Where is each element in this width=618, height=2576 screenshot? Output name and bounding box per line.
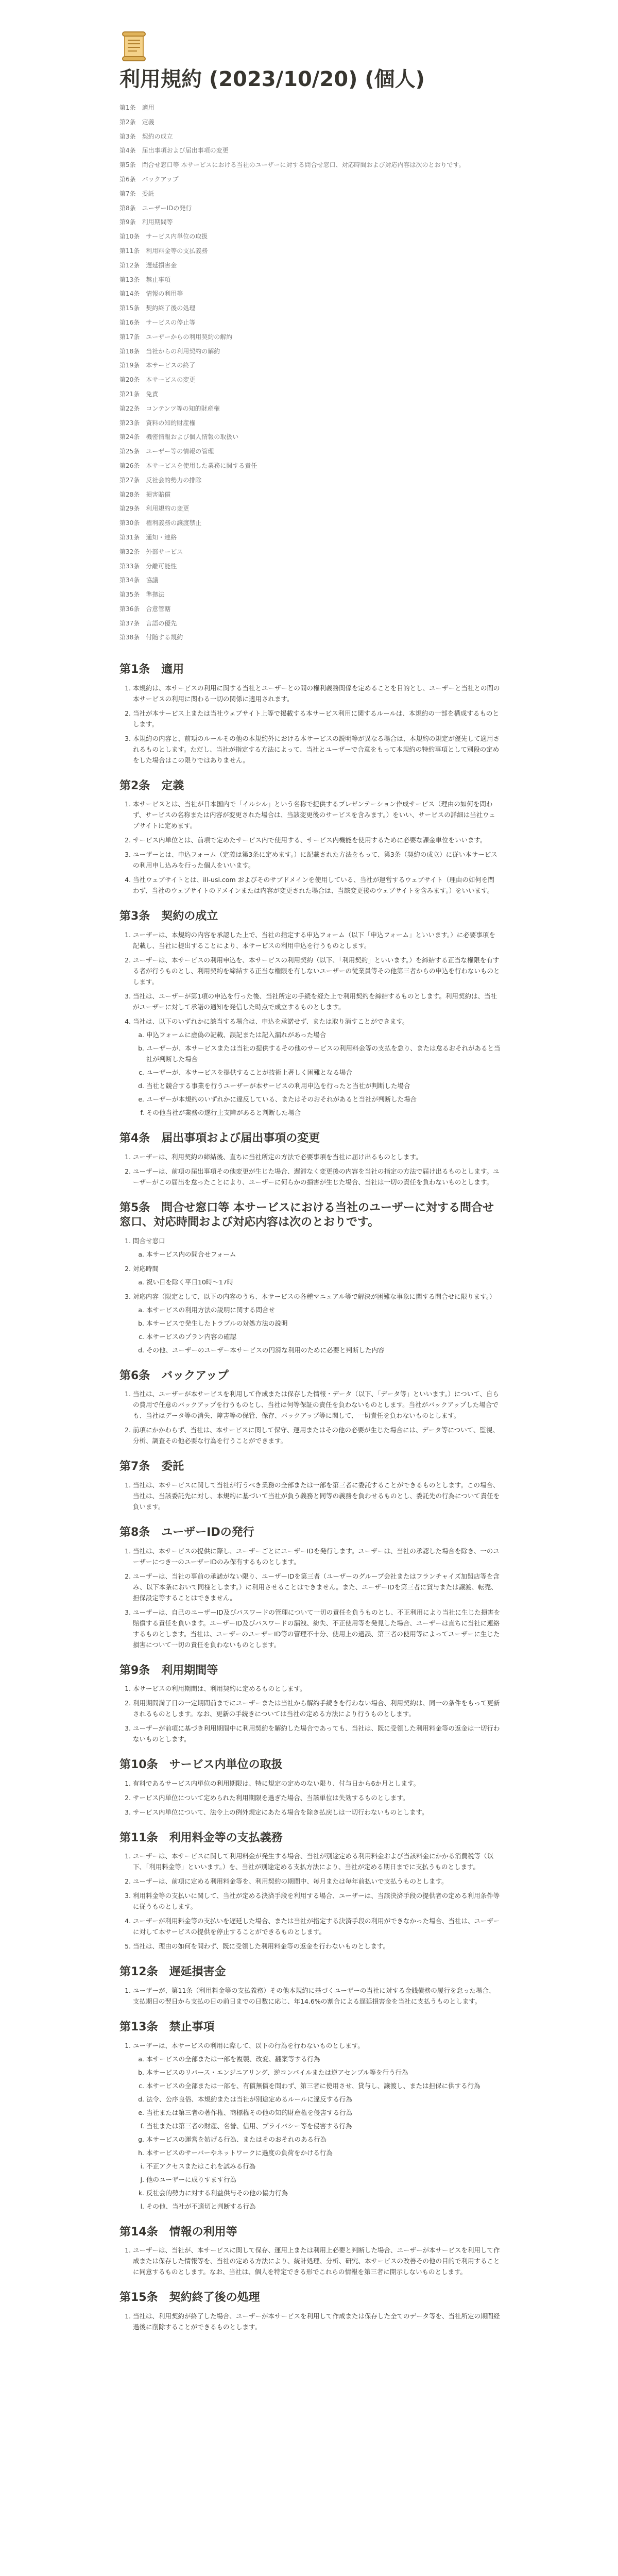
article-section [119,2020,501,2212]
article-section [119,779,501,896]
toc-link[interactable]: 第6条 バックアップ [119,175,179,183]
toc-link[interactable]: 第30条 権利義務の譲渡禁止 [119,519,202,527]
article-heading: 第15条 契約終了後の処理 [119,2291,260,2304]
sub-clause-item: k. 反社会的勢力に対する利益供与その他の協力行為 [146,2188,501,2198]
toc-link[interactable]: 第37条 言語の優先 [119,619,177,627]
clause-text: 問合せ窓口 [133,1236,165,1245]
clause-text: 当社は、本サービスに関して当社が行うべき業務の全部または一部を第三者に委託することができるものとします。この場合、当社は、当該委託先に対し、本規約に基づいて当社が負う義務と同等の義務を負わせるものとし、委託先の行為について責任を負います。 [133,1481,500,1511]
article-section [119,2291,501,2332]
sub-clause-item: c. 本サービスのプラン内容の確認 [146,1331,501,1342]
toc-link[interactable]: 第28条 損害賠償 [119,490,171,498]
clause-item [133,1235,501,1260]
clause-text: ユーザーは、当社の事前の承諾がない限り、ユーザーIDを第三者（ユーザーのグループ会社またはフランチャイズ加盟店等を含み、以下本条において同様とします。）に利用させることはできません。また、ユーザーIDを第三者に貸与または譲渡、転売、担保設定等することはできません。 [133,1572,500,1602]
toc-link[interactable]: 第21条 免責 [119,390,159,398]
article-section [119,1131,501,1188]
sub-clause-item: j. 他のユーザーに成りすます行為 [146,2174,501,2185]
sub-clause-item: d. その他、ユーザーのユーザー本サービスの円滑な利用のために必要と判断した内容 [146,1345,501,1355]
clause-text: 当社ウェブサイトとは、ill-usi.com およびそのサブドメインを使用している、当社が運営するウェブサイト（理由の如何を問わず、当社のウェブサイトのドメインまたは内容が変更された場合は、当該変更後のウェブサイトを含みます。）をいいます。 [133,876,494,895]
clause-text: 当社は、ユーザーが本サービスを利用して作成または保存した情報・データ（以下、「データ等」といいます。）について、自らの費用で任意のバックアップを行うものとし、当社は何等保証の責任を負わないものとします。当社がバックアップした場合でも、当社はデータ等の消失、障害等の保管、保存、バックアップ等に関して、一切責任を負わないものとします。 [133,1390,500,1420]
sub-clause-item: f. 当社または第三者の財産、名誉、信用、プライバシー等を侵害する行為 [146,2121,501,2131]
article-section [119,1201,501,1355]
clause-item [133,1166,501,1188]
clause-text: ユーザーは、本サービスの利用申込を、本サービスの利用契約（以下、「利用契約」といいます。）を締結する正当な権限を有する者が行うものとし、利用契約を締結する正当な権限を有しないユーザーの従業員等その他第三者からの申込を行わないものとします。 [133,956,500,986]
clause-text: サービス内単位について定められた利用期限を過ぎた場合、当該単位は失効するものとします。 [133,1793,409,1802]
sub-clause-item: b. 本サービスで発生したトラブルの対処方法の説明 [146,1318,501,1329]
toc-link[interactable]: 第31条 通知・連絡 [119,533,177,541]
toc-link[interactable]: 第7条 委託 [119,190,154,197]
clause-item [133,1151,501,1162]
toc-link[interactable]: 第5条 問合せ窓口等 本サービスにおける当社のユーザーに対する問合せ窓口、対応時間および対応内容は次のとおりです。 [119,161,465,169]
article-heading: 第13条 禁止事項 [119,2021,215,2033]
toc-link[interactable]: 第35条 準拠法 [119,591,165,599]
clause-item [133,1016,501,1118]
clause-list [119,1480,501,1512]
clause-list [119,1388,501,1446]
clause-item [133,1388,501,1421]
sub-clause-item: a. 祝い日を除く平日10時～17時 [146,1277,501,1287]
clause-text: ユーザーが利用料金等の支払いを遅延した場合、または当社が指定する決済手段の利用ができなかった場合、当社は、ユーザーに対して本サービスの提供を停止することができるものとします。 [133,1917,500,1936]
toc-link[interactable]: 第36条 合意管轄 [119,605,171,613]
toc-link[interactable]: 第3条 契約の成立 [119,132,173,140]
toc-link[interactable]: 第20条 本サービスの変更 [119,376,196,384]
clause-text: ユーザーが前項に基づき利用期間中に利用契約を解約した場合であっても、当社は、既に受領した利用料金等の返金は一切行わないものとします。 [133,1724,500,1743]
clause-list [119,1151,501,1188]
clause-item [133,1723,501,1744]
clause-text: ユーザーは、前項の届出事項その他変更が生じた場合、遅滞なく変更後の内容を当社の指定の方法で届け出るものとします。ユーザーがこの届出を怠ったことにより、ユーザーに何らかの損害が生じた場合、当社は一切の責任を負わないものとします。 [133,1167,500,1186]
clause-item [133,1851,501,1872]
clause-text: 対応内容（限定として、以下の内容のうち、本サービスの各種マニュアル等で解決が困難な事象に関する問合せに限ります。） [133,1292,496,1300]
table-of-contents [119,101,501,645]
clause-text: 当社が本サービス上または当社ウェブサイト上等で掲載する本サービス利用に関するルールは、本規約の一部を構成するものとします。 [133,709,499,728]
clause-item [133,2245,501,2277]
article-section [119,1664,501,1745]
clause-text: 対応時間 [133,1264,159,1273]
clause-item [133,1263,501,1287]
clause-text: 本規約の内容と、前項のルールその他の本規約外における本サービスの説明等が異なる場合は、本規約の規定が優先して適用されるものとします。ただし、当社が指定する方法によって、当社とユーザーで合意をもって本規約の特約事項として別段の定めをした場合はこの限りではありません。 [133,734,500,764]
clause-text: 前項にかかわらず、当社は、本サービスに関して保守、運用またはその他の必要が生じた場合には、データ等について、監視、分析、調査その他必要な行為を行うことができます。 [133,1426,500,1445]
clause-item [133,683,501,704]
sub-clause-item: h. 本サービスのサーバーやネットワークに過度の負荷をかける行為 [146,2147,501,2158]
article-heading: 第12条 遅延損害金 [119,1965,226,1979]
toc-link[interactable]: 第32条 外部サービス [119,548,183,555]
toc-link[interactable]: 第1条 適用 [119,104,154,111]
clause-item [133,1607,501,1650]
clause-list [119,1778,501,1818]
clause-list [119,929,501,1118]
article-heading: 第14条 情報の利用等 [119,2225,237,2239]
clause-item [133,1792,501,1803]
article-section [119,663,501,766]
clause-item [133,1571,501,1603]
toc-link[interactable]: 第26条 本サービスを使用した業務に関する責任 [119,462,258,469]
clause-item [133,955,501,987]
clause-text: 利用期間満了日の一定期間前までにユーザーまたは当社から解約手続きを行わない場合、利用契約は、同一の条件をもって更新されるものとします。なお、更新の手続きについては当社の定める方法により行うものとします。 [133,1699,500,1718]
clause-text: 当社は、理由の如何を問わず、既に受領した利用料金等の返金を行わないものとします。 [133,1942,390,1951]
clause-text: ユーザーは、自己のユーザーID及びパスワードの管理について一切の責任を負うものとし、不正利用により当社に生じた損害を賠償する責任を負います。ユーザーID及びパスワードの漏洩、紛失、不正使用等を発見した場合、ユーザーは直ちに当社に連絡するものとします。当社は、ユーザーのユーザーID等の管理不十分、使用上の過誤、第三者の使用等によってユーザーに生じた損害について一切の責任を負わないものとします。 [133,1608,501,1649]
scroll-icon [119,31,148,63]
article-section [119,1758,501,1818]
clause-text: 当社は、以下のいずれかに該当する場合は、申込を承諾せず、または取り消すことができます。 [133,1018,409,1026]
clause-item [133,1698,501,1719]
clause-text: ユーザーは、前項に定める利用料金等を、利用契約の期間中、毎月または毎年前払いで支払うものとします。 [133,1877,448,1886]
clause-text: 本サービスの利用期間は、利用契約に定めるものとします。 [133,1685,306,1693]
article-heading: 第11条 利用料金等の支払義務 [119,1831,283,1844]
sub-clause-item: c. ユーザーが、本サービスを提供することが技術上著しく困難となる場合 [146,1067,501,1078]
clause-item [133,733,501,766]
clause-item [133,1807,501,1818]
article-section [119,1965,501,2007]
article-section [119,1460,501,1512]
clause-item [133,1480,501,1512]
sub-clause-item: i. 不正アクセスまたはこれを試みる行為 [146,2161,501,2172]
clause-list [119,1851,501,1952]
sub-clause-item: b. ユーザーが、本サービスまたは当社の提供するその他のサービスの利用料金等の支払を怠り、または怠るおそれがあると当社が判断した場合 [146,1043,501,1064]
toc-link[interactable]: 第33条 分離可能性 [119,562,177,570]
toc-link[interactable]: 第15条 契約終了後の処理 [119,304,196,312]
clause-text: ユーザーは、当社が、本サービスに関して保存、運用上または利用上必要と判断した場合、ユーザーが本サービスを利用して作成または保存した情報等を、当社の定める方法により、統計処理、分析、研究、本サービスの改善その他の目的で利用することに同意するものとします。なお、当社は、個人を特定できる形でこれらの情報を第三者に開示しないものとします。 [133,2246,500,2276]
toc-link[interactable]: 第19条 本サービスの終了 [119,362,196,369]
clause-item [133,1291,501,1355]
toc-link[interactable]: 第14条 情報の利用等 [119,290,183,298]
clause-item [133,2311,501,2332]
clause-text: ユーザーとは、申込フォーム（定義は第3条に定めます。）に記載された方法をもって、第3条（契約の成立）に従い本サービスの利用申し込みを行った個人をいいます。 [133,851,497,870]
toc-link[interactable]: 第25条 ユーザー等の情報の管理 [119,448,214,455]
sub-clause-list [133,1249,501,1260]
article-section [119,1369,501,1447]
toc-link[interactable]: 第29条 利用規約の変更 [119,505,190,513]
clause-item [133,1941,501,1952]
clause-list [119,683,501,766]
clause-text: 本規約は、本サービスの利用に関する当社とユーザーとの間の権利義務関係を定めることを目的とし、ユーザーと当社との間の本サービスの利用に関わる一切の関係に適用されます。 [133,684,500,703]
sub-clause-item: g. 本サービスの運営を妨げる行為、またはそのおそれのある行為 [146,2134,501,2145]
clause-text: 本サービスとは、当社が日本国内で「イルシル」という名称で提供するプレゼンテーション作成サービス（理由の如何を問わず、サービスの名称または内容が変更された場合は、当該変更後のサービスを含みます。）をいい、サービスの詳細は当社ウェブサイトに定めます。 [133,800,495,830]
sub-clause-item: b. 本サービスのリバース・エンジニアリング、逆コンパイルまたは逆アセンブル等を行う行為 [146,2067,501,2078]
clause-text: ユーザーは、本規約の内容を承認した上で、当社の指定する申込フォーム（以下「申込フォーム」といいます。）に必要事項を記載し、当社に提出することにより、本サービスの利用申込を行うものとします。 [133,931,495,950]
clause-item [133,1683,501,1694]
article-heading: 第2条 定義 [119,779,184,792]
article-section [119,1526,501,1650]
sub-clause-list [133,2054,501,2212]
clause-item [133,835,501,845]
toc-link[interactable]: 第9条 利用期間等 [119,218,173,226]
article-heading: 第6条 バックアップ [119,1369,229,1382]
clause-item [133,1985,501,2007]
clause-item [133,929,501,951]
document-content [119,31,501,2336]
clause-text: 利用料金等の支払いに関して、当社が定める決済手段を利用する場合、ユーザーは、当該決済手段の提供者の定める利用条件等に従うものとします。 [133,1892,500,1911]
clause-text: サービス内単位とは、前項で定めたサービス内で使用する、サービス内機能を使用するために必要な課金単位をいいます。 [133,836,487,844]
article-section [119,2225,501,2278]
article-heading: 第1条 適用 [119,663,184,676]
clause-list [119,1985,501,2007]
toc-link[interactable]: 第13条 禁止事項 [119,276,171,283]
sub-clause-item: e. ユーザーが本規約のいずれかに違反している、またはそのおそれがあると当社が判断した場合 [146,1094,501,1105]
clause-item [133,2040,501,2212]
clause-text: ユーザーは、本サービスに関して利用料金が発生する場合、当社が別途定める利用料金および当該料金にかかる消費税等（以下、「利用料金等」といいます。）を、当社が別途定める支払方法により、当社が定める期日までに支払うものとします。 [133,1852,494,1871]
toc-link[interactable]: 第8条 ユーザーIDの発行 [119,204,192,212]
article-heading: 第3条 契約の成立 [119,910,218,923]
sub-clause-item: f. その他当社が業務の遂行上支障があると判断した場合 [146,1107,501,1118]
clause-item [133,799,501,831]
clause-item [133,991,501,1012]
toc-link[interactable]: 第16条 サービスの停止等 [119,318,196,326]
clause-list [119,799,501,896]
toc-link[interactable]: 第18条 当社からの利用契約の解約 [119,347,220,355]
toc-link[interactable]: 第10条 サービス内単位の取扱 [119,233,208,241]
clause-text: 当社は、利用契約が終了した場合、ユーザーが本サービスを利用して作成または保存した全てのデータ等を、当社所定の期間経過後に削除することができるものとします。 [133,2312,500,2331]
clause-item [133,1876,501,1887]
sub-clause-item: d. 当社と競合する事業を行うユーザーが本サービスの利用申込を行ったと当社が判断した場合 [146,1080,501,1091]
sub-clause-item: a. 本サービス内の問合せフォーム [146,1249,501,1260]
article-section [119,1831,501,1952]
clause-item [133,1425,501,1446]
toc-link[interactable]: 第12条 遅延損害金 [119,261,177,269]
clause-text: 有料であるサービス内単位の利用期限は、特に規定の定めのない限り、付与日から6か月とします。 [133,1779,420,1787]
article-heading: 第5条 問合せ窓口等 本サービスにおける当社のユーザーに対する問合せ窓口、対応時間および対応内容は次のとおりです。 [119,1201,494,1229]
sub-clause-item: e. 当社または第三者の著作権、商標権その他の知的財産権を侵害する行為 [146,2107,501,2118]
article-heading: 第10条 サービス内単位の取扱 [119,1758,283,1772]
terms-sections [119,663,501,2332]
toc-link[interactable]: 第22条 コンテンツ等の知的財産権 [119,404,220,412]
sub-clause-list [133,1277,501,1287]
clause-text: 当社は、本サービスの提供に際し、ユーザーごとにユーザーIDを発行します。ユーザーは、当社の承認した場合を除き、一のユーザーにつき一のユーザーIDのみ保有するものとします。 [133,1547,500,1566]
article-heading: 第9条 利用期間等 [119,1664,218,1677]
toc-link[interactable]: 第17条 ユーザーからの利用契約の解約 [119,333,233,341]
clause-item [133,1778,501,1789]
clause-item [133,1916,501,1937]
sub-clause-item: d. 法令、公序良俗、本規約または当社が別途定めるルールに違反する行為 [146,2094,501,2105]
clause-list [119,2245,501,2277]
sub-clause-list [133,1304,501,1355]
clause-text: サービス内単位について、法令上の例外規定にあたる場合を除き払戻しは一切行わないものとします。 [133,1808,428,1816]
clause-item [133,1890,501,1912]
sub-clause-list [133,1029,501,1118]
toc-link[interactable]: 第11条 利用料金等の支払義務 [119,247,208,255]
sub-clause-item: a. 本サービスの利用方法の説明に関する問合せ [146,1304,501,1315]
clause-text: 当社は、ユーザーが第1項の申込を行った後、当社所定の手続を経た上で利用契約を締結するものとします。利用契約は、当社がユーザーに対して承諾の通知を発信した時点で成立するものとします。 [133,992,497,1011]
sub-clause-item: a. 本サービスの全部または一部を複製、改変、翻案等する行為 [146,2054,501,2064]
page-title: 利用規約 (2023/10/20) (個人) [119,67,425,91]
sub-clause-item: l. その他、当社が不適切と判断する行為 [146,2201,501,2212]
clause-item [133,849,501,871]
clause-list [119,2040,501,2212]
clause-text: ユーザーは、利用契約の締結後、直ちに当社所定の方法で必要事項を当社に届け出るものとします。 [133,1153,422,1161]
toc-link[interactable]: 第38条 付随する規約 [119,634,183,641]
toc-link[interactable]: 第2条 定義 [119,118,154,126]
clause-list [119,1235,501,1355]
article-section [119,909,501,1118]
sub-clause-item: a. 申込フォームに虚偽の記載、誤記または記入漏れがあった場合 [146,1029,501,1040]
clause-item [133,1546,501,1567]
toc-link[interactable]: 第24条 機密情報および個人情報の取扱い [119,433,239,441]
clause-item [133,874,501,896]
article-heading: 第7条 委託 [119,1460,184,1473]
clause-list [119,1683,501,1744]
sub-clause-item: c. 本サービスの全部または一部を、有償無償を問わず、第三者に使用させ、貸与し、譲渡し、または担保に供する行為 [146,2080,501,2091]
article-heading: 第4条 届出事項および届出事項の変更 [119,1132,320,1145]
clause-list [119,2311,501,2332]
toc-link[interactable]: 第4条 届出事項および届出事項の変更 [119,147,229,155]
clause-text: ユーザーは、本サービスの利用に際して、以下の行為を行わないものとします。 [133,2041,364,2049]
clause-text: ユーザーが、第11条（利用料金等の支払義務）その他本規約に基づくユーザーの当社に対する金銭債務の履行を怠った場合、支払期日の翌日から支払の日の前日までの日数に応じ、年14.6%の割合による遅延損害金を当社に支払うものとします。 [133,1987,495,2005]
toc-link[interactable]: 第34条 協議 [119,577,159,584]
toc-link[interactable]: 第23条 資料の知的財産権 [119,419,196,427]
clause-list [119,1546,501,1650]
toc-link[interactable]: 第27条 反社会的勢力の排除 [119,476,202,484]
article-heading: 第8条 ユーザーIDの発行 [119,1526,254,1539]
clause-item [133,708,501,730]
